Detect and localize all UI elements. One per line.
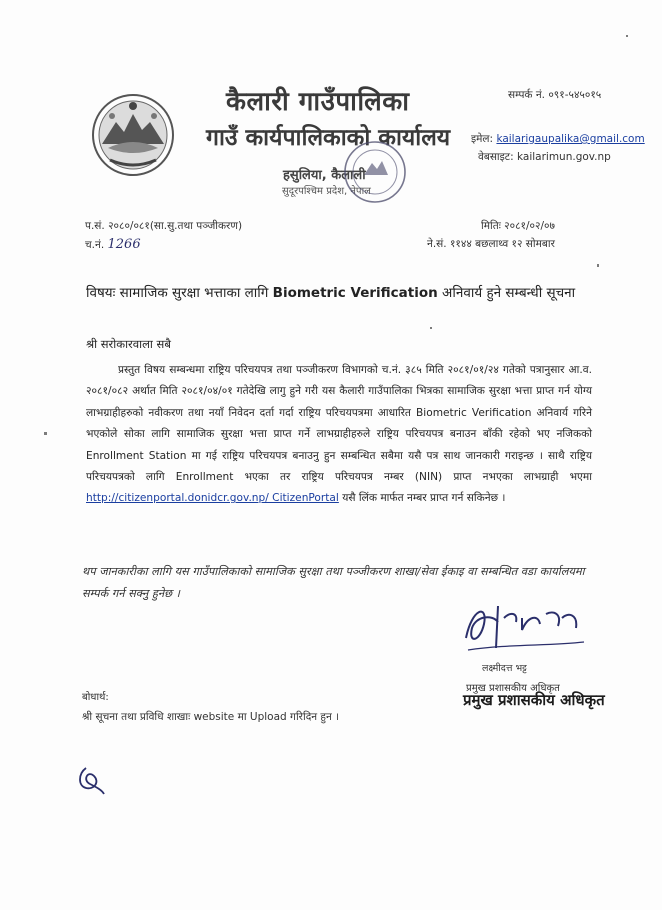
office-seal-stamp	[330, 135, 420, 209]
office-province: सुदूरपश्चिम प्रदेश, नेपाल	[282, 186, 371, 197]
scan-speck	[626, 35, 628, 37]
signatory-name: लक्ष्मीदत्त भट्ट	[482, 663, 527, 674]
subject-prefix: विषयः सामाजिक सुरक्षा भत्ताका लागि	[86, 285, 269, 301]
reference-number: प.सं. २०८०/०८१(सा.सु.तथा पञ्जीकरण)	[85, 220, 243, 232]
municipality-title: कैलारी गाउँपालिका	[226, 87, 410, 117]
scan-speck	[430, 327, 432, 329]
scan-speck	[44, 432, 47, 435]
office-location: हसुलिया, कैलाली	[283, 168, 366, 183]
contact-email-row	[471, 132, 645, 146]
subject-line	[86, 283, 575, 301]
cc-label: बोधार्थ:	[82, 692, 109, 703]
cc-recipient: श्री सूचना तथा प्रविधि शाखाः website मा Upload गरिदिन हुन ।	[82, 711, 340, 723]
nepal-emblem-icon	[90, 92, 176, 178]
dispatch-handwritten-number: 1266	[107, 237, 141, 252]
subject-bold: Biometric Verification	[272, 285, 438, 301]
signatory-title: प्रमुख प्रशासकीय अधिकृत	[466, 683, 560, 694]
scan-speck	[597, 264, 599, 267]
email-link[interactable]: kailarigaupalika@gmail.com	[496, 133, 645, 145]
body-part-1: प्रस्तुत विषय सम्बन्धमा राष्ट्रिय परिचयपत्र तथा पञ्जीकरण विभागको च.नं. ३८५ मिति २०८१/०१/२४ गतेको पत्रानुसार आ.व. २०८१/०८२ अर्थात मिति २०८१/०४/०१ गतेदेखि लागु हुने गरी यस कैलारी गाउँपालिका भित्रका सामाजिक सुरक्षा भत्ता प्राप्त गर्न योग्य लाभग्राहीहरुको नवीकरण तथा नयाँ निवेदन दर्ता गर्दा राष्ट्रिय परिचयपत्रमा आधारित Biometric Verification अनिवार्य गरिने भएकोले सोका लागि सामाजिक सुरक्षा भत्ता प्राप्त गर्ने लाभग्राहीहरुले राष्ट्रिय परिचयपत्र बनाउन बाँकी रहेको भए नजिकको Enrollment Station मा गई राष्ट्रिय परिचयपत्र बनाउनु हुन सम्बन्धित सबैमा यसै पत्र साथ जानकारी गराइन्छ । साथै राष्ट्रिय परिचयपत्रको लागि Enrollment भएका तर राष्ट्रिय परिचयपत्र नम्बर (NIN) प्राप्त नभएका लाभग्राही भएमा	[86, 364, 592, 484]
citizen-portal-link[interactable]: http://citizenportal.donidcr.gov.np/ CitizenPortal	[86, 492, 339, 505]
letter-date: मितिः २०८१/०२/०७	[481, 220, 555, 232]
email-label: इमेल:	[471, 133, 494, 145]
website-label: वेबसाइट:	[478, 151, 514, 163]
website-link[interactable]: kailarimun.gov.np	[516, 151, 611, 163]
nepal-sambat-date: ने.सं. ११४४ बछलाथ्व १२ सोमबार	[427, 238, 555, 250]
handwritten-initials	[74, 760, 108, 796]
contact-phone: सम्पर्क नं. ०९१-५४५०१५	[508, 89, 602, 101]
addressee: श्री सरोकारवाला सबै	[86, 337, 171, 351]
subject-suffix: अनिवार्य हुने सम्बन्धी सूचना	[442, 285, 576, 301]
office-title: गाउँ कार्यपालिकाको कार्यालय	[206, 125, 451, 151]
body-part-2: यसै लिंक मार्फत नम्बर प्राप्त गर्न सकिनेछ ।	[342, 492, 506, 505]
contact-website-row	[478, 150, 611, 164]
signatory-stamp: प्रमुख प्रशासकीय अधिकृत	[463, 691, 605, 709]
body-paragraph	[86, 360, 592, 510]
dispatch-number	[85, 237, 141, 252]
dispatch-label: च.नं.	[85, 239, 105, 251]
footnote-paragraph: थप जानकारीका लागि यस गाउँपालिकाको सामाजिक सुरक्षा तथा पञ्जीकरण शाखा/सेवा ईकाइ वा सम्बन्धित वडा कार्यालयमा सम्पर्क गर्न सक्नु हुनेछ ।	[82, 565, 585, 600]
handwritten-signature	[458, 598, 588, 658]
